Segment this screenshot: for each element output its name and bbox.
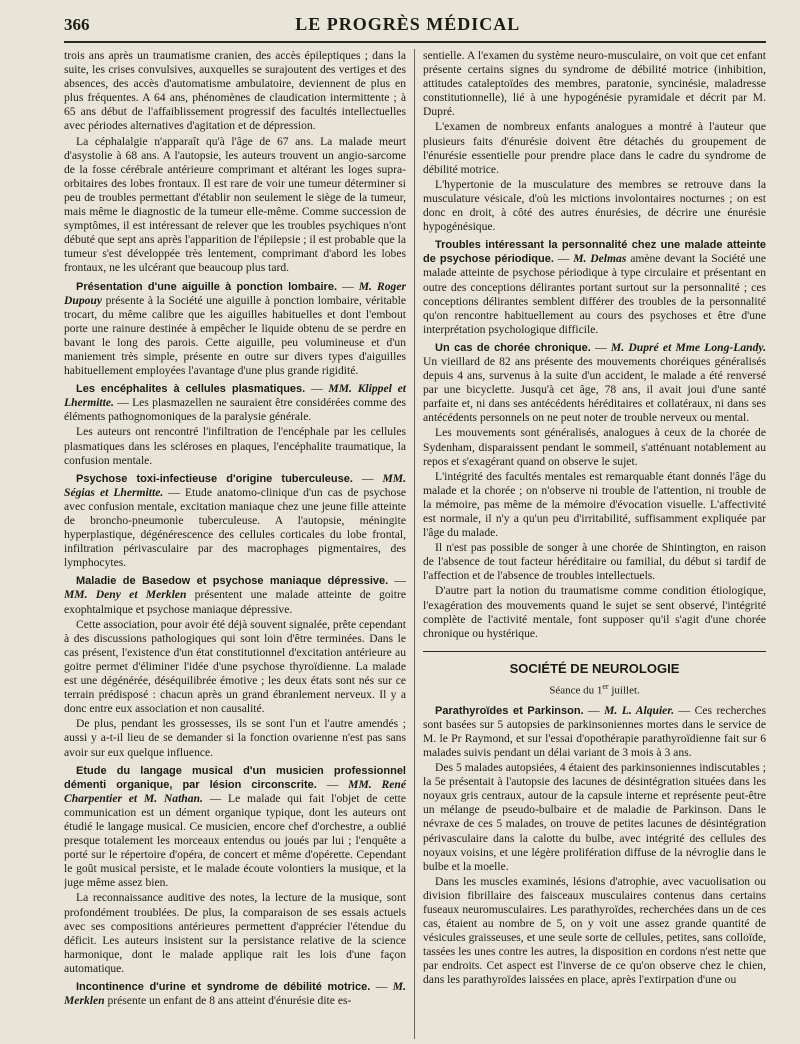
- section-choree: Un cas de chorée chronique. — M. Dupré et Mme Long-Landy. Un vieillard de 82 ans présente des mouvements choréiques généralisés depuis 4 ans, survenus à la suite d'un accident, le malade a été renversé par une bicyclette. Jusqu'à cet âge, 78 ans, il avait joui d'une santé parfaite et, ni dans ses antécédents héréditaires et collatéraux, ni dans ses antécédents personnels on ne peut noter de trouble nerveux ou mental.: [423, 340, 766, 425]
- section-parathyroides: Parathyroïdes et Parkinson. — M. L. Alquier. — Ces recherches sont basées sur 5 autopsies de parkinsoniennes mortes dans le service de M. le Pr Raymond, et sur l'essai d'opothérapie parathyroïdienne fait sur 6 malades suivis pendant un délai variant de 3 mois à 3 ans.: [423, 703, 766, 759]
- section-text: présente un enfant de 8 ans atteint d'énurésie dite es-: [107, 994, 352, 1008]
- section-author: M. Delmas: [573, 252, 627, 266]
- paragraph: De plus, pendant les grossesses, ils se sont l'un et l'autre amendés ; aussi y a-t-il lieu de se demander si la fonction ovarienne n'est pas sans avoir sur eux quelque influence.: [64, 717, 406, 759]
- section-incontinence: Incontinence d'urine et syndrome de débilité motrice. — M. Merklen présente un enfant de 8 ans atteint d'énurésie dite es-: [64, 980, 406, 1008]
- section-author: MM. René Charpentier et M. Nathan.: [64, 777, 407, 805]
- paragraph: L'examen de nombreux enfants analogues a montré à l'auteur que plusieurs faits d'énurésie doivent être détachés du groupement de l'énurésie essentielle pour prendre place dans le cadre du syndrome de débilité motrice.: [423, 120, 766, 176]
- section-text: amène devant la Société une malade atteinte de psychose périodique à type circulaire et présentant en outre des conceptions délirantes portant surtout sur la personnalité ; ces conceptions délirantes semblent différer des troubles de la personnalité qu'on rencontre habituellement au cours des psychoses et être d'une interprétation psychologique difficile.: [423, 252, 766, 336]
- seance-suffix: juillet.: [608, 684, 640, 697]
- seance-date: [423, 680, 766, 698]
- right-column: [415, 49, 766, 1039]
- section-title: Parathyroïdes et Parkinson.: [435, 704, 584, 717]
- section-text: Le malade qui fait l'objet de cette communication est un dément organique typique, dont les auteurs ont étudié le langage musical. Ce musicien, encore chef d'orchestre, a oublié presque totalement les morceaux entendus ou joués par lui ; l'enquête a porté sur le répertoire d'opéra, de concert et même d'opérette. Cependant le goût musical persiste, et le malade écoute volontiers la musique, et la juge même assez bien.: [64, 791, 407, 890]
- page-number: 366: [64, 15, 90, 34]
- section-title: Incontinence d'urine et syndrome de débilité motrice.: [76, 981, 371, 993]
- section-title: Maladie de Basedow et psychose maniaque dépressive.: [76, 575, 389, 588]
- section-encephalites: Les encéphalites à cellules plasmatiques. — MM. Klippel et Lhermitte. — Les plasmazellen ne sauraient être considérées comme des éléments pathognomoniques de la paralysie générale.: [64, 382, 407, 424]
- section-basedow: Maladie de Basedow et psychose maniaque dépressive. — MM. Deny et Merklen présentent une malade atteinte de goitre exophtalmique et psychose maniaque dépressive.: [64, 574, 406, 616]
- section-langage-musical: Etude du langage musical d'un musicien professionnel démenti organique, par lésion circonscrite. — MM. René Charpentier et M. Nathan. — Le malade qui fait l'objet de cette communication est un dément organique typique, dont les auteurs ont étudié le langage musical. Ce musicien, encore chef d'orchestre, a oublié presque totalement les morceaux entendus ou joués par lui ; l'enquête a porté sur le répertoire d'opéra, de concert et même d'opérette. Cependant le goût musical persiste, et le malade écoute volontiers la musique, et la juge même assez bien.: [64, 764, 407, 890]
- paragraph: Dans les muscles examinés, lésions d'atrophie, avec vacuolisation ou division fibrillaire des faisceaux musculaires contenus dans certains fuseaux neuromusculaires. Les parathyroïdes, recherchées dans un de ces cas, étaient au nombre de 5, on y voit une assez grande quantité de vésicules graisseuses, et une seule sorte de cellules, petites, sans colloïde, tassées les unes contre les autres, la disposition en cordons n'est nette que par endroits. Cet aspect est l'inverse de ce qu'on observe chez le chien, dans les parathyroïdes laissées en place, après l'extirpation d'une ou: [423, 874, 766, 987]
- section-author: MM. Ségias et Lhermitte.: [64, 471, 407, 499]
- section-title: Présentation d'une aiguille à ponction lombaire.: [76, 280, 338, 293]
- paragraph: trois ans après un traumatisme cranien, des accès épileptiques ; dans la suite, les crises convulsives, auxquelles se surajoutent des vertiges et des absences, des accès d'automatisme ambulatoire, deviennent de plus en plus fréquentes. A 64 ans, phénomènes de claudication intermittente ; à 65 ans début de l'affaiblissement progressif des facultés intellectuelles avec périodes alternatives d'agitation et de dépression.: [64, 49, 406, 133]
- section-author: M. Merklen: [64, 980, 406, 1008]
- paragraph: D'autre part la notion du traumatisme comme condition étiologique, l'exagération des mouvements quand le sujet se sent observé, l'intégrité complète de l'activité mentale, font supposer qu'il s'agit d'une chorée chronique ou hystérique.: [423, 584, 766, 640]
- section-author: M. Roger Dupouy: [64, 279, 407, 307]
- paragraph: sentielle. A l'examen du système neuro-musculaire, on voit que cet enfant présente certains signes du syndrome de débilité motrice (inhibition, attitudes cataleptoïdes des membres, paratonie, syncinésie, maladresse constitutionnelle), lié à une hypogénésie pyramidale et décrit par M. Dupré.: [423, 49, 766, 119]
- paragraph: Des 5 malades autopsiées, 4 étaient des parkinsoniennes indiscutables ; la 5e présentait à l'autopsie des lacunes de désintégration situées dans les noyaux gris centraux, autour de la capsule interne et représente peut-être un mélange de pseudo-bulbaire et de maladie de Parkinson. Dans le névraxe de ces 5 malades, on trouve de petites lacunes de désintégration périvasculaire dans la calotte du bulbe, avec intégrité des cellules des noyaux voisins, et une légère prolifération diffuse de la névroglie dans le bulbe et la moelle.: [423, 761, 766, 873]
- section-author: MM. Deny et Merklen: [64, 588, 187, 602]
- paragraph: Cette association, pour avoir été déjà souvent signalée, prête cependant à des discussions pathologiques qui sont loin d'être terminées. Dans le cas présent, l'existence d'un état constitutionnel d'excitation antérieure au goitre permet d'éliminer l'idée d'une psychose thyroïdienne. La malade est une dégénérée, déséquilibrée émotive ; les deux états sont nés sur ce terrain prédisposé : chacun après un grand ébranlement nerveux. Il y a donc entre eux association et non causalité.: [64, 617, 406, 716]
- section-author: M. Dupré et Mme Long-Landy.: [610, 340, 766, 354]
- seance-sup: er: [602, 681, 609, 691]
- section-title: Etude du langage musical d'un musicien professionnel démenti organique, par lésion circonscrite.: [64, 764, 406, 791]
- section-title: Psychose toxi-infectieuse d'origine tuberculeuse.: [76, 472, 353, 485]
- section-text: Etude anatomo-clinique d'un cas de psychose avec confusion mentale, excitation maniaque chez une jeune fille atteinte de broncho-pneumonie tuberculeuse. A l'autopsie, méningite hyperplastique, dégénérescence des cellules corticales du lobe frontal, infiltration périvasculaire par des macrophages pigmentaires, des lymphocytes.: [64, 485, 406, 570]
- section-author: M. L. Alquier.: [604, 703, 675, 717]
- section-aiguille: Présentation d'une aiguille à ponction lombaire. — M. Roger Dupouy présente à la Société une aiguille à ponction lombaire, véritable trocart, du même calibre que les aiguilles habituelles et dont l'embout porte une rainure destinée à empêcher le liquide obtenu de se perdre en bavant le long des parois. Cette aiguille, peu volumineuse et d'un maniement très simple, présente en outre sur divers types d'aiguilles habituellement employées l'avantage d'une plus grande rigidité.: [64, 279, 407, 378]
- section-title: Troubles intéressant la personnalité chez une malade atteinte de psychose périodique.: [423, 239, 766, 266]
- paragraph: Les mouvements sont généralisés, analogues à ceux de la chorée de Sydenham, disparaissent pendant le sommeil, s'atténuant notablement au repos et s'exagérant quand on observe le sujet.: [423, 426, 766, 468]
- paragraph: La reconnaissance auditive des notes, la lecture de la musique, sont profondément troublées. De plus, la comparaison de ses essais actuels avec ses compositions antérieures permettent d'apprécier l'étendue du déficit. Les auteurs insistent sur la persistance relative de la science harmonique, dont le malade applique rait les lois d'une façon automatique.: [64, 891, 406, 975]
- section-text: présentent une malade atteinte de goitre exophtalmique et psychose maniaque dépressive.: [64, 588, 406, 616]
- section-text: présente à la Société une aiguille à ponction lombaire, véritable trocart, du même calibre que les aiguilles habituelles et dont l'embout porte une rainure destinée à empêcher le liquide obtenu de se perdre en bavant le long des parois. Cette aiguille, peu volumineuse et d'un maniement très simple, présente en outre sur divers types d'aiguilles habituellement employées l'avantage d'une plus grande rigidité.: [64, 293, 406, 378]
- section-title: Un cas de chorée chronique.: [435, 341, 591, 354]
- paragraph: L'hypertonie de la musculature des membres se retrouve dans la musculature vésicale, d'où les mictions involontaires nocturnes ; on est donc en droit, à côté des autres énurésies, de décrire une énurésie hypogénésique.: [423, 177, 766, 234]
- paragraph: L'intégrité des facultés mentales est remarquable étant donnés l'âge du malade et la chorée ; on n'observe ni trouble de l'attention, ni trouble de la mémoire, pas même de la mémoire d'évocation visuelle. L'affectivité est normale, il n'y a qu'un peu d'irritabilité, suffisamment expliquée par l'âge du malade.: [423, 469, 766, 540]
- section-text: Les plasmazellen ne sauraient être considérées comme des éléments pathognomoniques de la paralysie générale.: [64, 396, 407, 424]
- section-text: Un vieillard de 82 ans présente des mouvements choréiques généralisés depuis 4 ans, survenus à la suite d'un accident, le malade a été renversé par une bicyclette. Jusqu'à cet âge, 78 ans, il avait joui d'une santé parfaite et, ni dans ses antécédents héréditaires et collatéraux, ni dans ses antécédents personnels on ne peut noter de trouble nerveux ou mental.: [423, 354, 766, 425]
- section-psychose-tuberculeuse: Psychose toxi-infectieuse d'origine tuberculeuse. — MM. Ségias et Lhermitte. — Etude anatomo-clinique d'un cas de psychose avec confusion mentale, excitation maniaque chez une jeune fille atteinte de broncho-pneumonie tuberculeuse. A l'autopsie, méningite hyperplastique, dégénérescence des cellules corticales du lobe frontal, infiltration périvasculaire par des macrophages pigmentaires, des lymphocytes.: [64, 471, 407, 570]
- paragraph: La céphalalgie n'apparaît qu'à l'âge de 67 ans. La malade meurt d'asystolie à 68 ans. A l'autopsie, les auteurs trouvent un angio-sarcome de la fosse cérébrale antérieure comprimant et altérant les loges supra-orbitaires des lobes frontaux. Il est rare de voir une tumeur déterminer si peu de troubles permettant d'établir non seulement le siège de la tumeur, mais même le diagnostic de la tumeur elle-même. Comme succession de symptômes, il est intéressant de relever que les troubles psychiques n'ont débuté que sept ans après l'apparition de l'épilepsie ; il est probable que la tumeur s'est développée très lentement, comprimant d'abord les lobes frontaux, ne les ulcérant que beaucoup plus tard.: [64, 134, 406, 275]
- seance-prefix: Séance du 1: [549, 684, 603, 697]
- society-heading: SOCIÉTÉ DE NEUROLOGIE: [423, 651, 766, 676]
- section-author: MM. Klippel et Lhermitte.: [64, 382, 406, 410]
- left-column: [64, 49, 415, 1039]
- journal-title: LE PROGRÈS MÉDICAL: [295, 14, 521, 34]
- section-text: Ces recherches sont basées sur 5 autopsies de parkinsoniennes mortes dans le service de M. le Pr Raymond, et sur l'essai d'opothérapie parathyroïdienne fait sur 6 malades suivis pendant un délai variant de 3 mois à 3 ans.: [423, 703, 766, 759]
- page-header: [64, 14, 766, 43]
- section-title: Les encéphalites à cellules plasmatiques.: [76, 383, 306, 396]
- paragraph: Les auteurs ont rencontré l'infiltration de l'encéphale par les cellules plasmatiques dans les scléroses en plaques, l'encéphalite traumatique, la confusion mentale.: [64, 425, 406, 467]
- text-columns: [64, 49, 766, 1039]
- section-personnalite: Troubles intéressant la personnalité chez une malade atteinte de psychose périodique. — M. Delmas amène devant la Société une malade atteinte de psychose périodique à type circulaire et présentant en outre des conceptions délirantes portant surtout sur la personnalité ; ces conceptions délirantes semblent différer des troubles de la personnalité qu'on rencontre habituellement au cours des psychoses et être d'une interprétation psychologique difficile.: [423, 239, 766, 336]
- paragraph: Il n'est pas possible de songer à une chorée de Shintington, en raison de l'absence de tout facteur héréditaire ou familial, du début si tardif de l'affection et de l'absence de troubles intellectuels.: [423, 541, 766, 583]
